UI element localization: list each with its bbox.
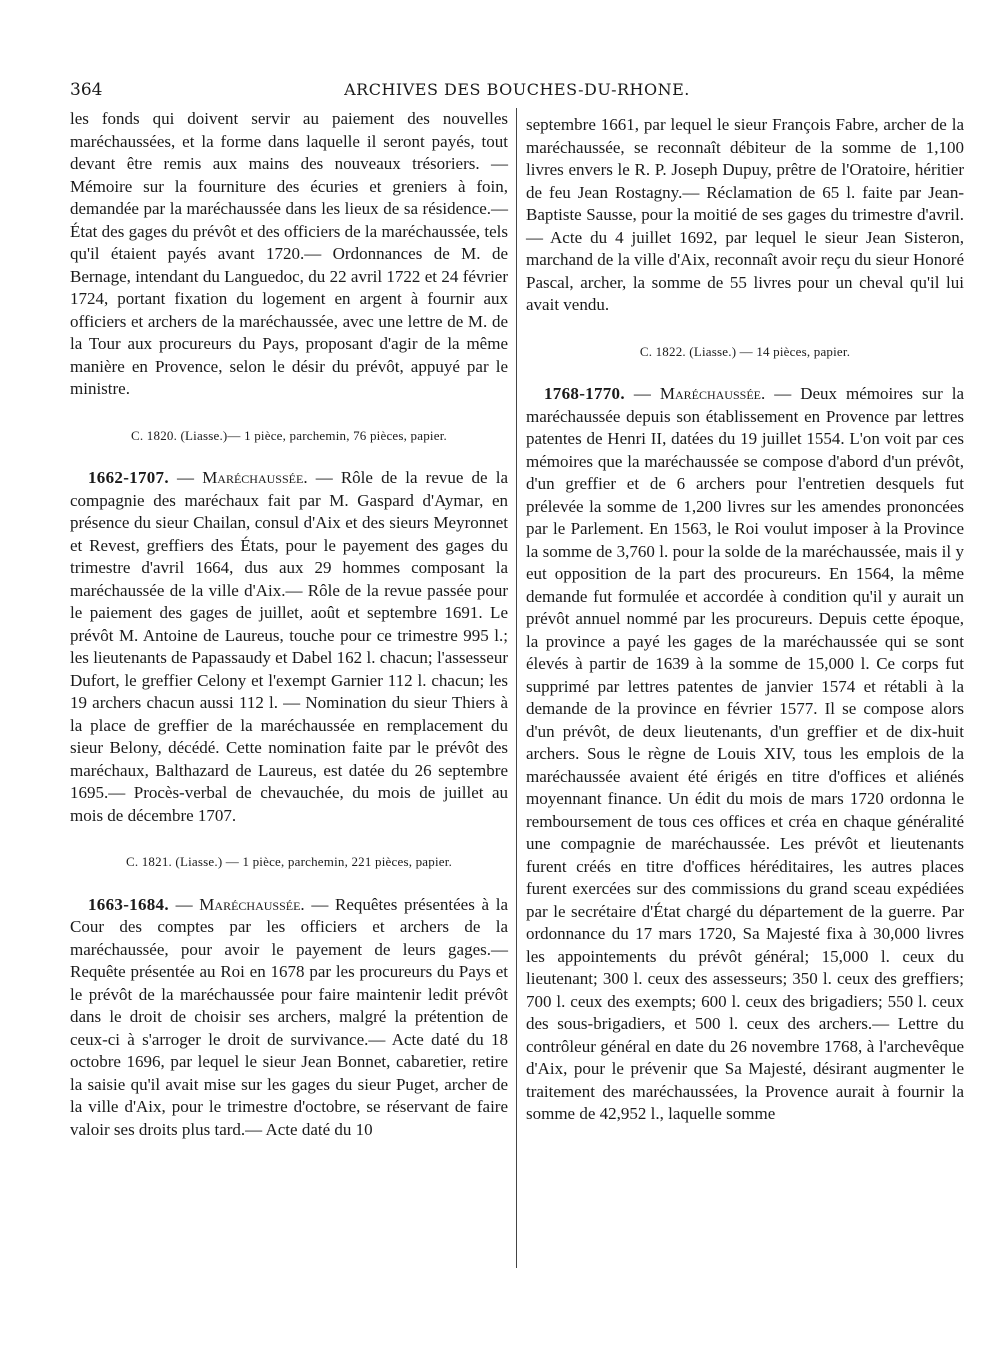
- entry-subject: Maréchaussée.: [202, 468, 308, 487]
- archive-entry: 1768-1770. — Maréchaussée. — Deux mémoires sur la maréchaussée depuis son établissement en Provence par lettres patentes de Henri II, datées du 19 juillet 1554. L'on voit par ces mémoires que la maréchaussée se compose d'abord d'un prévôt, d'un greffier et de 6 archers pour l'entretien desquels fut prélevée la somme de 1,200 livres sur les amendes prononcées par le Parlement. En 1563, le Roi voulut imposer à la Province la somme de 3,760 l. pour la solde de la maréchaussée, mais il y eut opposition de la part des procureurs. En 1564, la même demande fut formulée et accordée à condition qu'il y aurait un prévôt annuel nommé par les procureurs. Depuis cette époque, la province a payé les gages de la maréchaussée qui se sont élevés à partir de 1639 à la somme de 15,000 l. Ce corps fut supprimé par lettres patentes de janvier 1574 et rétabli à la demande de la province en février 1577. Il se compose alors d'un prévôt, de deux lieutenants, d'un greffier et de dix-huit archers. Sous le règne de Louis XIV, tous les emplois de la maréchaussée avaient été érigés en titre d'offices et aliénés moyennant finance. Un édit du mois de mars 1720 ordonna le remboursement de tous ces offices et créa en chaque généralité une compagnie de maréchaussée. Les prévôt et lieutenants furent créés en titre d'offices héréditaires, les autres places furent exercées sur des commissions du grand sceau expédiées par le secrétaire d'État chargé du département de la guerre. Par ordonnance du 17 mars 1720, Sa Majesté fixa à 30,000 livres les appointements du prévôt général; 15,000 l. ceux du lieutenant; 300 l. ceux des assesseurs; 350 l. ceux des greffiers; 700 l. ceux des exempts; 600 l. ceux des brigadiers; 550 l. ceux des sous-brigadiers, et 500 l. ceux des archers.— Lettre du contrôleur général en date du 26 novembre 1768, à l'archevêque d'Aix, pour le prévenir que Sa Majesté, désirant augmenter le traitement des maréchaussées, la Provence aurait à fournir la somme de 42,952 l., laquelle somme: [526, 384, 964, 1123]
- running-title: ARCHIVES DES BOUCHES-DU-RHONE.: [344, 80, 690, 99]
- entry-text: Deux mémoires sur la maréchaussée depuis son établissement en Provence par lettres patentes de Henri II, datées du 19 juillet 1554. L'on voit par ces mémoires que la maréchaussée se compose d'abord d'un prévôt, d'un greffier et de 6 archers pour l'entretien desquels fut prélevée la somme de 1,200 livres sur les amendes prononcées par le Parlement. En 1563, le Roi voulut imposer à la Province la somme de 3,760 l. pour la solde de la maréchaussée, mais il y eut opposition de la part des procureurs. En 1564, la même demande fut formulée et accordée à condition qu'il y aurait un prévôt annuel nommé par les procureurs. Depuis cette époque, la province a payé les gages de la maréchaussée qui se sont élevés à partir de 1639 à la somme de 15,000 l. Ce corps fut supprimé par lettres patentes de janvier 1574 et rétabli à la demande de la province en février 1577. Il se compose alors d'un prévôt, de deux lieutenants, d'un greffier et de dix-huit archers. Sous le règne de Louis XIV, tous les emplois de la maréchaussée avaient été érigés en titre d'offices et aliénés moyennant finance. Un édit du mois de mars 1720 ordonna le remboursement de tous ces offices et créa en chaque généralité une compagnie de maréchaussée. Les prévôt et lieutenants furent créés en titre d'offices héréditaires, les autres places furent exercées sur des commissions du grand sceau expédiées par le secrétaire d'État chargé du département de la guerre. Par ordonnance du 17 mars 1720, Sa Majesté fixa à 30,000 livres les appointements du prévôt général; 15,000 l. ceux du lieutenant; 300 l. ceux des assesseurs; 350 l. ceux des greffiers; 700 l. ceux des exempts; 600 l. ceux des brigadiers; 550 l. ceux des sous-brigadiers, et 500 l. ceux des archers.— Lettre du contrôleur général en date du 26 novembre 1768, à l'archevêque d'Aix, pour le prévenir que Sa Majesté, désirant augmenter le traitement des maréchaussées, la Provence aurait à fournir la somme de 42,952 l., laquelle somme: [526, 384, 964, 1123]
- left-column: [70, 108, 508, 1141]
- right-column: [526, 114, 964, 1126]
- page-header: [70, 80, 964, 106]
- continuation-text: septembre 1661, par lequel le sieur François Fabre, archer de la maréchaussée, se reconnaît débiteur de la somme de 1,100 livres envers le R. P. Joseph Dupuy, prêtre de l'Oratoire, héritier de feu Jean Rostagny.— Réclamation de 65 l. faite par Jean-Baptiste Sausse, pour la moitié de ses gages du trimestre d'avril.— Acte du 4 juillet 1692, par lequel le sieur Jean Sisteron, marchand de la ville d'Aix, reconnaît avoir reçu du sieur Honoré Pascal, archer, la somme de 55 livres pour un cheval qu'il lui avait vendu.: [526, 115, 964, 314]
- archive-entry: 1663-1684. — Maréchaussée. — Requêtes présentées à la Cour des comptes par les officiers et archers de la maréchaussée, pour avoir le payement de leurs gages.— Requête présentée au Roi en 1678 par les procureurs du Pays et le prévôt de la maréchaussée pour faire maintenir ledit prévôt dans le droit de choisir ses archers, malgré la prétention de ceux-ci à s'arroger le droit de survivance.— Acte daté du 18 octobre 1696, par lequel le sieur Jean Bonnet, cabaretier, retire la saisie qu'il avait mise sur les gages du sieur Puget, archer de la ville d'Aix, pour le trimestre d'octobre, se réservant de faire valoir ses droits plus tard.— Acte daté du 10: [70, 894, 508, 1139]
- continuation-text: les fonds qui doivent servir au paiement des nouvelles maréchaussées, et la forme dans laquelle il seront payés, tout devant être remis aux mains des nouveaux trésoriers. — Mémoire sur la fourniture des écuries et greniers à foin, demandée par la maréchaussée dans les lieux de sa résidence.— État des gages du prévôt et des officiers de la maréchaussée, tels qu'il étaient payés avant 1720.— Ordonnances de M. de Bernage, intendant du Languedoc, du 22 avril 1722 et 24 février 1724, portant fixation du logement en argent à fournir aux officiers et archers de la maréchaussée, avec une lettre de M. de la Tour aux procureurs du Pays, proposant d'agir de la même manière en Provence, selon le désir du prévôt, appuyé par le ministre.: [70, 109, 508, 398]
- page-number: 364: [70, 80, 103, 100]
- column-divider: [516, 108, 517, 1268]
- entry-text: Requêtes présentées à la Cour des comptes par les officiers et archers de la maréchaussée, pour avoir le payement de leurs gages.— Requête présentée au Roi en 1678 par les procureurs du Pays et le prévôt de la maréchaussée pour faire maintenir ledit prévôt dans le droit de choisir ses archers, malgré la prétention de ceux-ci à s'arroger le droit de survivance.— Acte daté du 18 octobre 1696, par lequel le sieur Jean Bonnet, cabaretier, retire la saisie qu'il avait mise sur les gages du sieur Puget, archer de la ville d'Aix, pour le trimestre d'octobre, se réservant de faire valoir ses droits plus tard.— Acte daté du 10: [70, 894, 508, 1139]
- entry-subject: Maréchaussée.: [659, 384, 766, 403]
- archive-citation: C. 1821. (Liasse.) — 1 pièce, parchemin, 221 pièces, papier.: [125, 854, 453, 869]
- archive-citation: C. 1820. (Liasse.)— 1 pièce, parchemin, 76 pièces, papier.: [131, 427, 447, 443]
- entry-date: 1663-1684.: [88, 894, 169, 914]
- entry-subject: Maréchaussée.: [199, 894, 305, 914]
- archive-entry: 1662-1707. — Maréchaussée. — Rôle de la revue de la compagnie des maréchaux fait par M. Gaspard d'Aymar, en présence du sieur Chailan, consul d'Aix et des sieurs Meyronnet et Revest, greffiers des États, pour le payement des gages du trimestre d'avril 1664, dus aux 29 hommes composant la maréchaussée de la ville d'Aix.— Rôle de la revue passée pour le paiement des gages de juillet, août et septembre 1691. Le prévôt M. Antoine de Laureus, touche pour ce trimestre 995 l.; les lieutenants de Papassaudy et Dabel 162 l. chacun; l'assesseur Dufort, le greffier Celony et l'exempt Garnier 112 l. chacun; les 19 archers chacun aussi 112 l. — Nomination du sieur Thiers à la place de greffier de la maréchaussée en remplacement du sieur Belony, décédé. Cette nomination faite par le prévôt des maréchaux, Balthazard de Laureus, est datée du 26 septembre 1695.— Procès-verbal de chevauchée, du mois de juillet au mois de décembre 1707.: [70, 468, 508, 825]
- entry-date: 1768-1770.: [544, 384, 625, 403]
- entry-text: Rôle de la revue de la compagnie des maréchaux fait par M. Gaspard d'Aymar, en présence du sieur Chailan, consul d'Aix et des sieurs Meyronnet et Revest, greffiers des États, pour le payement des gages du trimestre d'avril 1664, dus aux 29 hommes composant la maréchaussée de la ville d'Aix.— Rôle de la revue passée pour le paiement des gages de juillet, août et septembre 1691. Le prévôt M. Antoine de Laureus, touche pour ce trimestre 995 l.; les lieutenants de Papassaudy et Dabel 162 l. chacun; l'assesseur Dufort, le greffier Celony et l'exempt Garnier 112 l. chacun; les 19 archers chacun aussi 112 l. — Nomination du sieur Thiers à la place de greffier de la maréchaussée en remplacement du sieur Belony, décédé. Cette nomination faite par le prévôt des maréchaux, Balthazard de Laureus, est datée du 26 septembre 1695.— Procès-verbal de chevauchée, du mois de juillet au mois de décembre 1707.: [70, 468, 508, 825]
- entry-date: 1662-1707.: [88, 468, 169, 487]
- archive-citation: C. 1822. (Liasse.) — 14 pièces, papier.: [639, 343, 851, 359]
